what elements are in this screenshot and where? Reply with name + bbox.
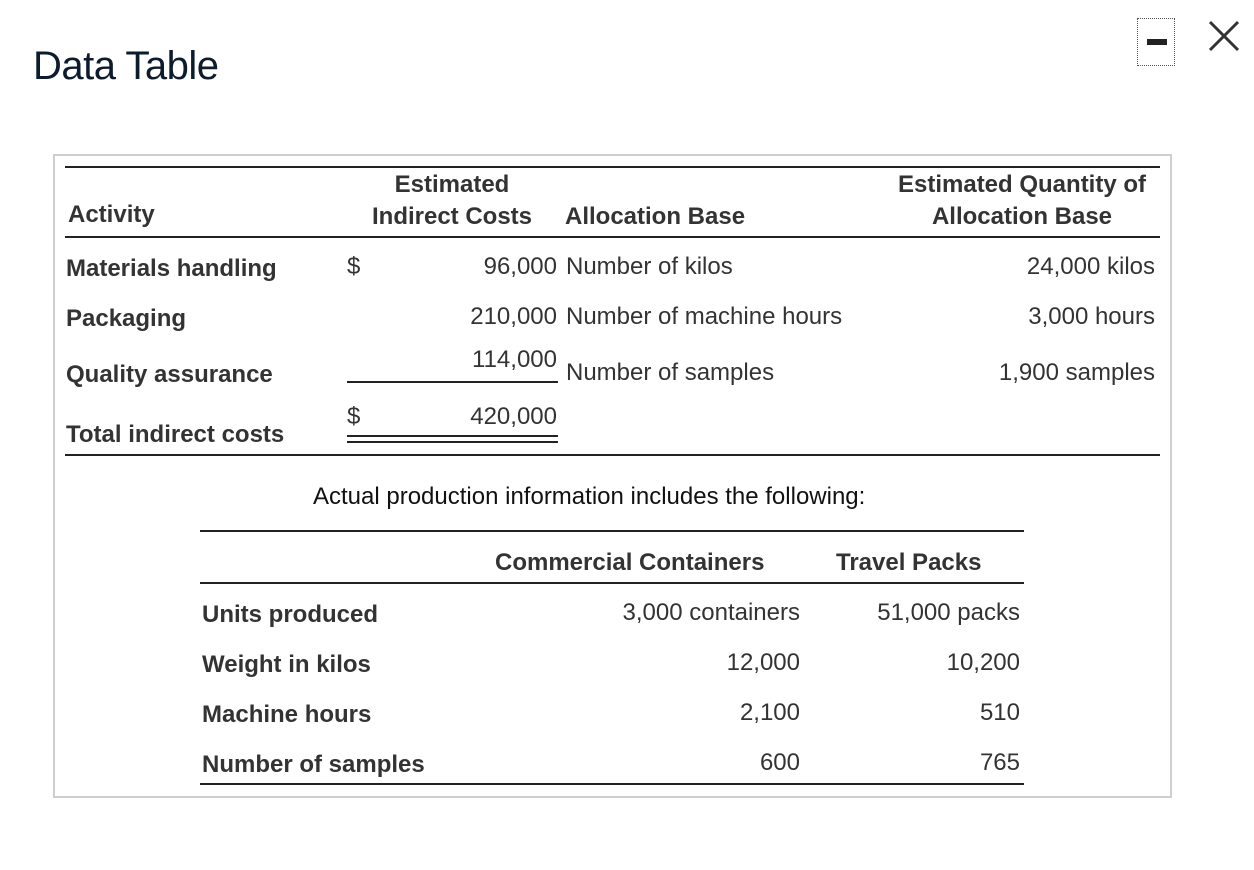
header-allocation-base: Allocation Base bbox=[565, 203, 746, 230]
production-row-col2: 510 bbox=[979, 699, 1020, 726]
production-row-label: Number of samples bbox=[202, 751, 425, 778]
header-qty-line1: Estimated Quantity of bbox=[897, 171, 1147, 198]
header-costs-line1: Estimated bbox=[394, 171, 510, 198]
production-row-col2: 765 bbox=[979, 749, 1020, 776]
production-row-label: Weight in kilos bbox=[202, 651, 371, 678]
subtotal-rule bbox=[347, 381, 558, 383]
production-row-col2: 51,000 packs bbox=[877, 599, 1020, 626]
minimize-button[interactable] bbox=[1137, 18, 1175, 66]
production-top-rule bbox=[200, 530, 1024, 532]
total-label: Total indirect costs bbox=[66, 421, 285, 448]
table-top-rule bbox=[65, 166, 1160, 168]
total-double-rule-top bbox=[347, 435, 558, 437]
table-bottom-rule bbox=[65, 454, 1160, 456]
row-currency: $ bbox=[347, 253, 361, 280]
row-activity: Packaging bbox=[66, 305, 187, 332]
production-row-col1: 600 bbox=[759, 749, 800, 776]
production-header-rule bbox=[200, 582, 1024, 584]
total-cost: 420,000 bbox=[470, 403, 557, 430]
production-intro: Actual production information includes the following: bbox=[313, 483, 866, 510]
total-double-rule-bottom bbox=[347, 441, 558, 443]
minimize-icon bbox=[1147, 39, 1167, 45]
production-row-col1: 3,000 containers bbox=[622, 599, 800, 626]
header-qty-line2: Allocation Base bbox=[931, 203, 1113, 230]
header-commercial-containers: Commercial Containers bbox=[495, 549, 765, 576]
close-button[interactable] bbox=[1204, 16, 1244, 56]
row-quantity: 1,900 samples bbox=[998, 359, 1155, 386]
row-quantity: 24,000 kilos bbox=[1026, 253, 1155, 280]
row-cost: 96,000 bbox=[483, 253, 557, 280]
production-row-col1: 2,100 bbox=[739, 699, 800, 726]
production-row-label: Units produced bbox=[202, 601, 379, 628]
production-row-col2: 10,200 bbox=[946, 649, 1020, 676]
row-base: Number of samples bbox=[566, 359, 775, 386]
row-activity: Materials handling bbox=[66, 255, 277, 282]
total-currency: $ bbox=[347, 403, 361, 430]
row-base: Number of kilos bbox=[566, 253, 733, 280]
header-travel-packs: Travel Packs bbox=[836, 549, 982, 576]
row-quantity: 3,000 hours bbox=[1028, 303, 1155, 330]
header-bottom-rule bbox=[65, 236, 1160, 238]
dialog-title: Data Table bbox=[33, 44, 219, 88]
header-costs-line2: Indirect Costs bbox=[371, 203, 533, 230]
production-row-col1: 12,000 bbox=[726, 649, 800, 676]
production-bottom-rule bbox=[200, 783, 1024, 785]
row-base: Number of machine hours bbox=[566, 303, 843, 330]
row-activity: Quality assurance bbox=[66, 361, 273, 388]
header-activity: Activity bbox=[68, 201, 155, 228]
production-row-label: Machine hours bbox=[202, 701, 372, 728]
row-cost: 210,000 bbox=[470, 303, 557, 330]
close-icon bbox=[1204, 16, 1244, 56]
row-cost: 114,000 bbox=[472, 346, 557, 373]
